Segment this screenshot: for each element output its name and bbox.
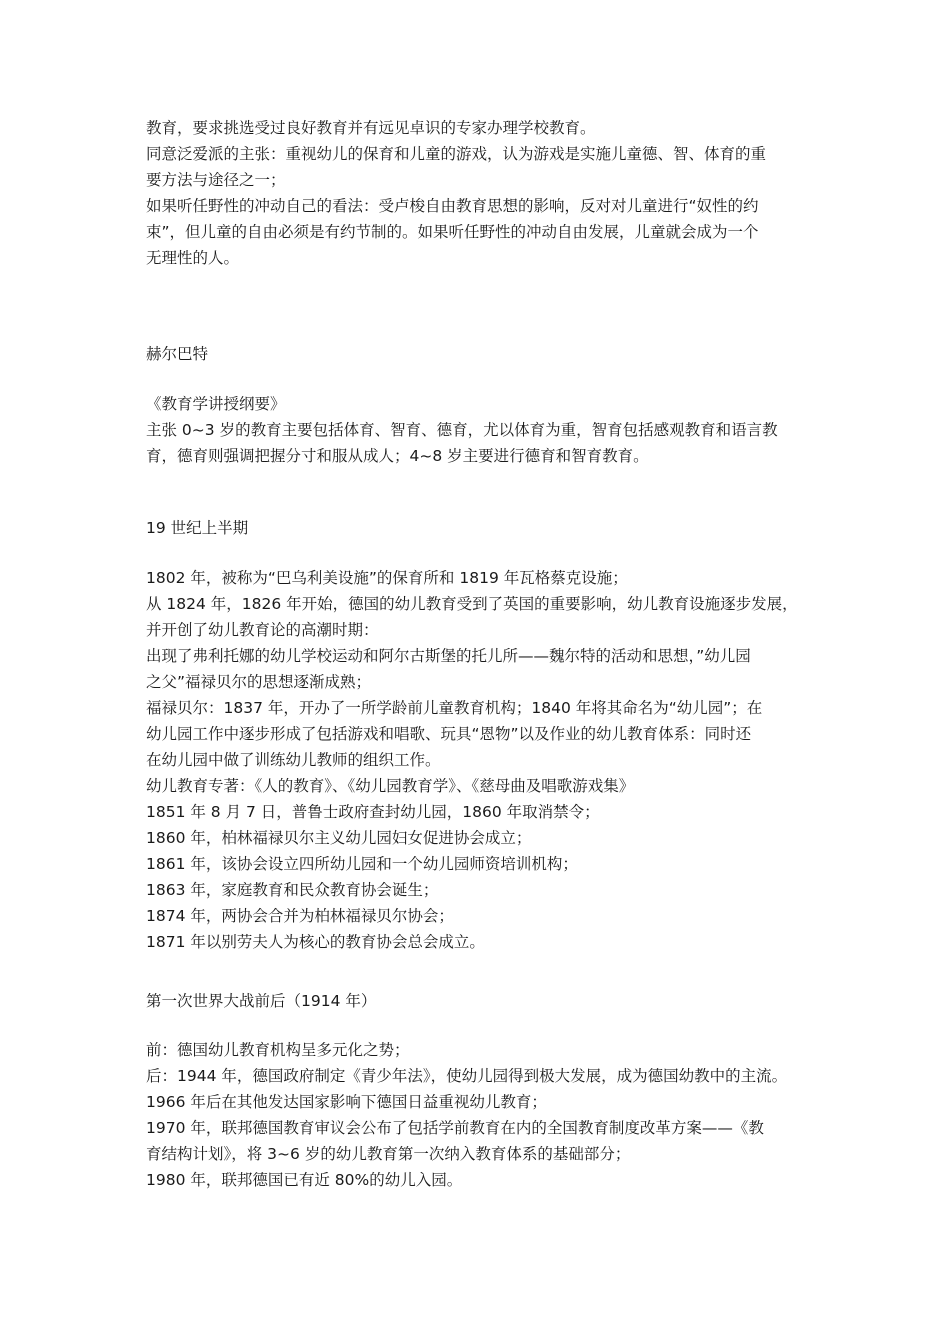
text-line: 主张 0~3 岁的教育主要包括体育、智育、德育，尤以体育为重，智育包括感观教育和语言教 — [146, 421, 778, 439]
text-line: 同意泛爱派的主张：重视幼儿的保育和儿童的游戏，认为游戏是实施儿童德、智、体育的重 — [146, 145, 767, 163]
text-line: 之父”福禄贝尔的思想逐渐成熟； — [146, 673, 372, 691]
text-line: 如果听任野性的冲动自己的看法：受卢梭自由教育思想的影响，反对对儿童进行“奴性的约 — [146, 197, 759, 215]
text-line: 无理性的人。 — [146, 249, 240, 267]
text-line: 《教育学讲授纲要》 — [146, 395, 286, 413]
text-line: 幼儿园工作中逐步形成了包括游戏和唱歌、玩具“恩物”以及作业的幼儿教育体系：同时还 — [146, 725, 752, 743]
section-wwi — [146, 988, 810, 1014]
text-line: 1802 年，被称为“巴乌利美设施”的保育所和 1819 年瓦格蔡克设施； — [146, 569, 628, 587]
text-line: 要方法与途径之一； — [146, 171, 286, 189]
text-line: 1970 年，联邦德国教育审议会公布了包括学前教育在内的全国教育制度改革方案——《教 — [146, 1119, 764, 1137]
section-19th-century-body — [146, 565, 810, 955]
section-heading: 第一次世界大战前后（1914 年） — [146, 992, 377, 1010]
section-herbart — [146, 341, 810, 367]
text-line: 1851 年 8 月 7 日，普鲁士政府查封幼儿园，1860 年取消禁令； — [146, 803, 600, 821]
section-herbart-body — [146, 391, 810, 469]
text-line: 后：1944 年，德国政府制定《青少年法》，使幼儿园得到极大发展，成为德国幼教中的主流。 — [146, 1067, 788, 1085]
text-line: 育，德育则强调把握分寸和服从成人；4~8 岁主要进行德育和智育教育。 — [146, 447, 649, 465]
section-heading: 19 世纪上半期 — [146, 519, 249, 537]
section-intro — [146, 115, 810, 271]
text-line: 1871 年以别劳夫人为核心的教育协会总会成立。 — [146, 933, 485, 951]
section-19th-century — [146, 515, 810, 541]
text-line: 在幼儿园中做了训练幼儿教师的组织工作。 — [146, 751, 441, 769]
text-line: 1860 年，柏林福禄贝尔主义幼儿园妇女促进协会成立； — [146, 829, 532, 847]
text-line: 出现了弗利托娜的幼儿学校运动和阿尔古斯堡的托儿所——魏尔特的活动和思想，”幼儿园 — [146, 647, 751, 665]
text-line: 1863 年，家庭教育和民众教育协会诞生； — [146, 881, 439, 899]
text-line: 束”，但儿童的自由必须是有约节制的。如果听任野性的冲动自由发展，儿童就会成为一个 — [146, 223, 759, 241]
text-line: 并开创了幼儿教育论的高潮时期： — [146, 621, 379, 639]
section-wwi-body — [146, 1037, 810, 1193]
text-line: 幼儿教育专著：《人的教育》、《幼儿园教育学》、《慈母曲及唱歌游戏集》 — [146, 777, 635, 795]
text-line: 教育，要求挑选受过良好教育并有远见卓识的专家办理学校教育。 — [146, 119, 596, 137]
text-line: 1874 年，两协会合并为柏林福禄贝尔协会； — [146, 907, 454, 925]
text-line: 福禄贝尔：1837 年，开办了一所学龄前儿童教育机构；1840 年将其命名为“幼儿园”；在 — [146, 699, 763, 717]
text-line: 1966 年后在其他发达国家影响下德国日益重视幼儿教育； — [146, 1093, 547, 1111]
text-line: 从 1824 年，1826 年开始，德国的幼儿教育受到了英国的重要影响，幼儿教育设施逐步发展， — [146, 595, 798, 613]
section-heading: 赫尔巴特 — [146, 345, 209, 363]
text-line: 1861 年，该协会设立四所幼儿园和一个幼儿园师资培训机构； — [146, 855, 578, 873]
text-line: 1980 年，联邦德国已有近 80%的幼儿入园。 — [146, 1171, 463, 1189]
text-line: 育结构计划》，将 3~6 岁的幼儿教育第一次纳入教育体系的基础部分； — [146, 1145, 631, 1163]
text-line: 前：德国幼儿教育机构呈多元化之势； — [146, 1041, 410, 1059]
